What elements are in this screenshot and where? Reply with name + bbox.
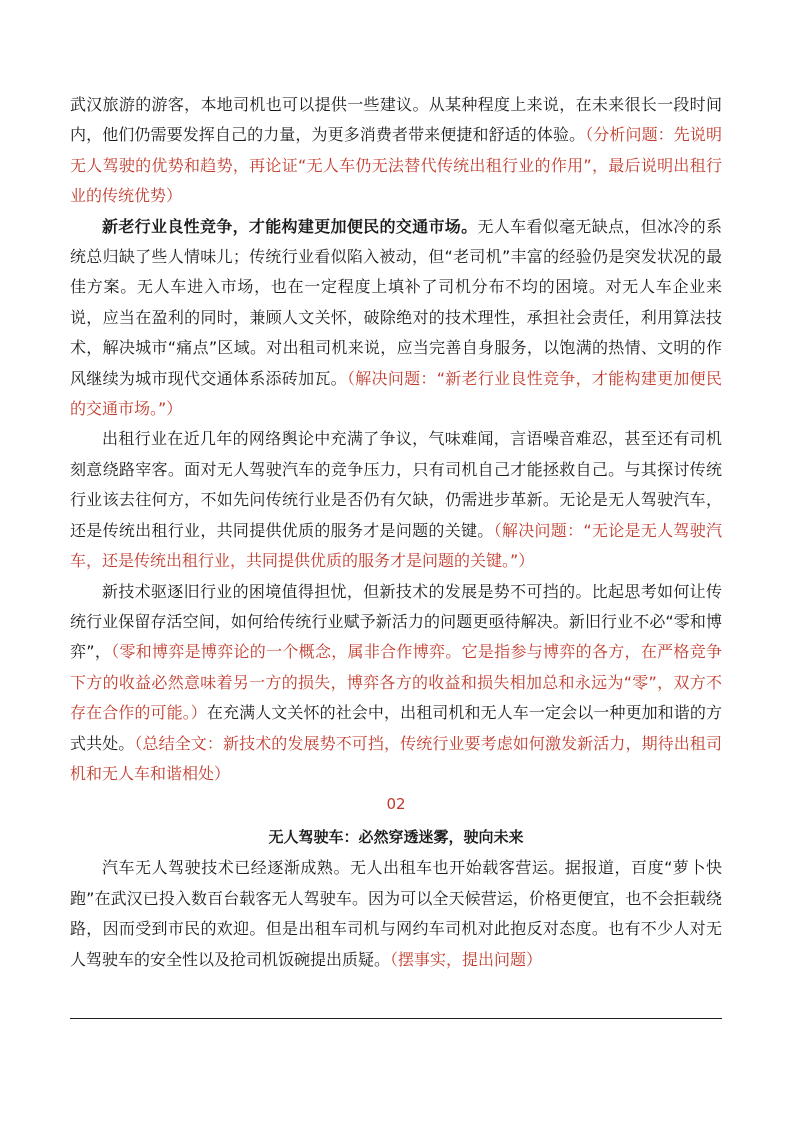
paragraph-text: 出租行业在近几年的网络舆论中充满了争议，气味难闻，言语噪音难忍，甚至还有司机刻意绕路宰客。面对无人驾驶汽车的竞争压力，只有司机自己才能拯救自己。与其探讨传统行业该去往何方，不如先问传统行业是否仍有欠缺，仍需进步革新。无论是无人驾驶汽车，还是传统出租行业，共同提供优质的服务才是问题的关键。	[70, 429, 722, 540]
annotation-note: （摆事实，提出问题）	[390, 949, 543, 969]
document-body	[70, 90, 722, 975]
paragraph-5	[70, 853, 722, 975]
paragraph-4	[70, 577, 722, 790]
page-bottom-rule	[70, 1018, 722, 1019]
paragraph-2	[70, 212, 722, 425]
paragraph-lead: 新老行业良性竞争，才能构建更加便民的交通市场。	[102, 216, 478, 236]
paragraph-text: 汽车无人驾驶技术已经逐渐成熟。无人出租车也开始载客营运。据报道，百度“萝卜快跑”在武汉已投入数百台载客无人驾驶车。因为可以全天候营运，价格更便宜，也不会拒载绕路，因而受到市民的欢迎。但是出租车司机与网约车司机对此抱反对态度。也有不少人对无人驾驶车的安全性以及抢司机饭碗提出质疑。	[70, 858, 722, 969]
paragraph-text: 无人车看似毫无缺点，但冰冷的系统总归缺了些人情味儿；传统行业看似陷入被动，但“老司机”丰富的经验仍是突发状况的最佳方案。无人车进入市场，也在一定程度上填补了司机分布不均的困境。对无人车企业来说，应当在盈利的同时，兼顾人文关怀，破除绝对的技术理性，承担社会责任，利用算法技术，解决城市“痛点”区域。对出租司机来说，应当完善自身服务，以饱满的热情、文明的作风继续为城市现代交通体系添砖加瓦。	[70, 216, 722, 388]
paragraph-text: 在充满人文关怀的社会中，出租司机和无人车一定会以一种更加和谐的方式共处。	[70, 703, 722, 753]
annotation-note: （解决问题：“无论是无人驾驶汽车，还是传统出租行业，共同提供优质的服务才是问题的关键。”）	[70, 520, 722, 571]
annotation-note: （解决问题：“新老行业良性竞争，才能构建更加便民的交通市场。”）	[70, 368, 722, 419]
paragraph-1	[70, 90, 722, 212]
annotation-note: （总结全文：新技术的发展势不可挡，传统行业要考虑如何激发新活力，期待出租司机和无人车和谐相处）	[70, 733, 722, 783]
paragraph-text: 新技术驱逐旧行业的困境值得担忧，但新技术的发展是势不可挡的。比起思考如何让传统行业保留存活空间，如何给传统行业赋予新活力的问题更亟待解决。新旧行业不必“零和博弈”，	[70, 581, 722, 662]
section-number: 02	[386, 795, 406, 814]
annotation-note: （分析问题：先说明无人驾驶的优势和趋势，再论证“无人车仍无法替代传统出租行业的作用”，最后说明出租行业的传统优势）	[70, 125, 722, 206]
annotation-note: （零和博弈是博弈论的一个概念，属非合作博弈。它是指参与博弈的各方，在严格竞争下方的收益必然意味着另一方的损失，博弈各方的收益和损失相加总和永远为“零”，双方不存在合作的可能。）	[70, 642, 722, 723]
section-title: 无人驾驶车：必然穿透迷雾，驶向未来	[268, 828, 524, 847]
paragraph-text: 武汉旅游的游客，本地司机也可以提供一些建议。从某种程度上来说，在未来很长一段时间内，他们仍需要发挥自己的力量，为更多消费者带来便捷和舒适的体验。	[70, 95, 722, 145]
paragraph-3	[70, 424, 722, 576]
